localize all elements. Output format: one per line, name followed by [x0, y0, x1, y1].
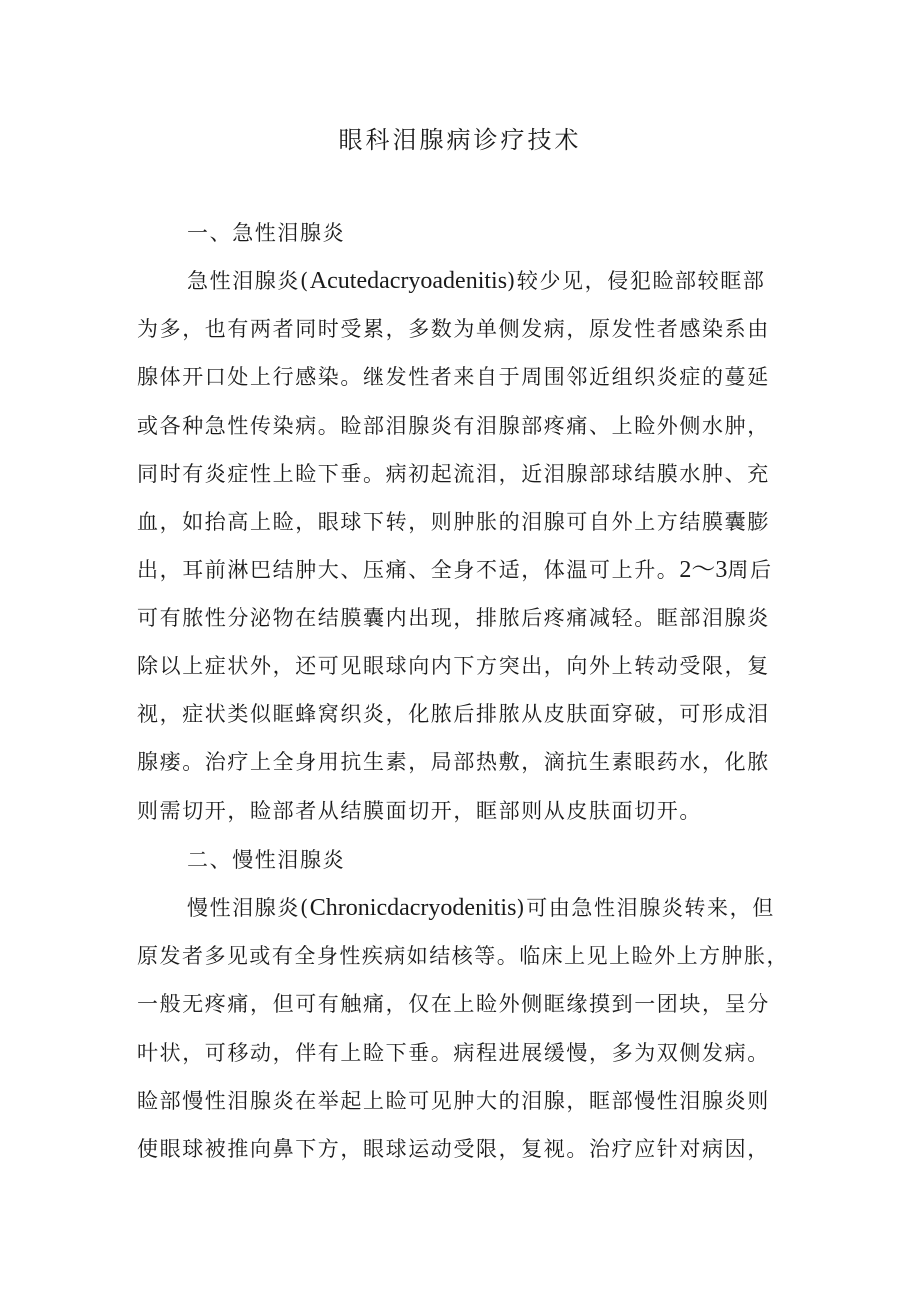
paragraph-line: 腺体开口处上行感染。继发性者来自于周围邻近组织炎症的蔓延: [137, 365, 770, 389]
paragraph-line: 使眼球被推向鼻下方，眼球运动受限，复视。治疗应针对病因，: [137, 1137, 770, 1161]
paragraph-line: 原发者多见或有全身性疾病如结核等。临床上见上睑外上方肿胀，: [137, 944, 789, 968]
paragraph-line: 则需切开，睑部者从结膜面切开，眶部则从皮肤面切开。: [137, 799, 702, 823]
paragraph-line: 叶状，可移动，伴有上睑下垂。病程进展缓慢，多为双侧发病。: [137, 1041, 770, 1065]
paragraph-line: 腺瘘。治疗上全身用抗生素，局部热敷，滴抗生素眼药水，化脓: [137, 750, 770, 774]
paragraph-line: 一般无疼痛，但可有触痛，仅在上睑外侧眶缘摸到一团块，呈分: [137, 992, 770, 1016]
paragraph-line: 血，如抬高上睑，眼球下转，则肿胀的泪腺可自外上方结膜囊膨: [137, 510, 770, 534]
paragraph-line: 视，症状类似眶蜂窝织炎，化脓后排脓从皮肤面穿破，可形成泪: [137, 702, 770, 726]
paragraph-line: 睑部慢性泪腺炎在举起上睑可见肿大的泪腺，眶部慢性泪腺炎则: [137, 1089, 770, 1113]
paragraph-line: 可有脓性分泌物在结膜囊内出现，排脓后疼痛减轻。眶部泪腺炎: [137, 606, 770, 630]
paragraph-line: 急性泪腺炎(Acutedacryoadenitis)较少见，侵犯睑部较眶部: [187, 268, 766, 294]
paragraph-line: 除以上症状外，还可见眼球向内下方突出，向外上转动受限，复: [137, 654, 770, 678]
document-title: 眼科泪腺病诊疗技术: [338, 126, 582, 154]
paragraph-line: 同时有炎症性上睑下垂。病初起流泪，近泪腺部球结膜水肿、充: [137, 462, 770, 486]
paragraph-line: 或各种急性传染病。睑部泪腺炎有泪腺部疼痛、上睑外侧水肿，: [137, 414, 770, 438]
paragraph-line: 慢性泪腺炎(Chronicdacryodenitis)可由急性泪腺炎转来，但: [187, 895, 775, 921]
paragraph-line: 为多，也有两者同时受累，多数为单侧发病，原发性者感染系由: [137, 317, 770, 341]
section-heading-acute: 一、急性泪腺炎: [187, 221, 346, 245]
section-heading-chronic: 二、慢性泪腺炎: [187, 848, 346, 872]
paragraph-line: 出，耳前淋巴结肿大、压痛、全身不适，体温可上升。2～3周后: [137, 557, 773, 583]
